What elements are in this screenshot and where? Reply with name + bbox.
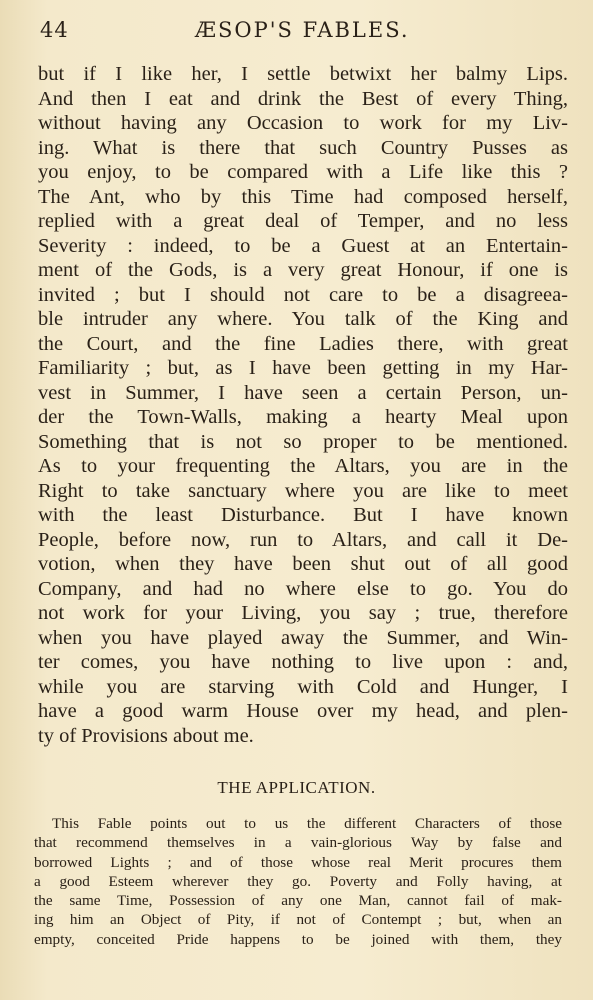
application-line: a good Esteem wherever they go. Poverty and Folly having, at [34, 872, 562, 890]
text-line: People, before now, run to Altars, and call it De- [38, 528, 568, 551]
text-line: As to your frequenting the Altars, you are in the [38, 455, 568, 477]
application-line: borrowed Lights ; and of those whose real Merit procures them [34, 853, 562, 871]
text-line: The Ant, who by this Time had composed herself, [38, 185, 568, 208]
text-line: you enjoy, to be compared with a Life like this ? [38, 161, 568, 183]
text-line: replied with a great deal of Temper, and no less [38, 210, 568, 232]
text-line: Company, and had no where else to go. You do [38, 577, 568, 600]
text-line: without having any Occasion to work for my Liv- [38, 112, 568, 134]
application-line: This Fable points out to us the different Characters of those [52, 815, 562, 832]
text-line: der the Town-Walls, making a hearty Meal upon [38, 406, 568, 428]
text-line: ment of the Gods, is a very great Honour, if one is [38, 259, 568, 281]
page-header [40, 18, 573, 48]
page-number: 44 [40, 18, 69, 42]
text-line: Familiarity ; but, as I have been getting in my Har- [38, 357, 568, 379]
text-line: ty of Provisions about me. [38, 724, 254, 747]
text-line: And then I eat and drink the Best of every Thing, [38, 87, 568, 110]
application-text [34, 814, 562, 949]
text-line: Right to take sanctuary where you are like to meet [38, 479, 568, 502]
text-line: votion, when they have been shut out of all good [38, 553, 568, 575]
text-line: the Court, and the fine Ladies there, with great [38, 332, 568, 355]
fable-body-text [38, 62, 568, 748]
text-line: when you have played away the Summer, and Win- [38, 626, 568, 649]
text-line: with the least Disturbance. But I have known [38, 504, 568, 526]
text-line: have a good warm House over my head, and plen- [38, 700, 568, 722]
text-line: while you are starving with Cold and Hunger, I [38, 675, 568, 698]
text-line: invited ; but I should not care to be a disagreea- [38, 283, 568, 306]
text-line: ing. What is there that such Country Pusses as [38, 136, 568, 159]
text-line: Something that is not so proper to be mentioned. [38, 430, 568, 453]
application-line: the same Time, Possession of any one Man, cannot fail of mak- [34, 892, 562, 910]
running-head: ÆSOP'S FABLES. [195, 18, 410, 42]
text-line: Severity : indeed, to be a Guest at an Entertain- [38, 234, 568, 257]
text-line: ble intruder any where. You talk of the King and [38, 308, 568, 330]
text-line: but if I like her, I settle betwixt her balmy Lips. [38, 63, 568, 85]
text-line: ter comes, you have nothing to live upon : and, [38, 651, 568, 673]
application-line: ing him an Object of Pity, if not of Contempt ; but, when an [34, 911, 562, 929]
application-line: that recommend themselves in a vain-glorious Way by false and [34, 834, 562, 852]
text-line: vest in Summer, I have seen a certain Person, un- [38, 381, 568, 404]
text-line: not work for your Living, you say ; true, therefore [38, 602, 568, 624]
application-line: empty, conceited Pride happens to be joined with them, they [34, 930, 562, 948]
application-heading: THE APPLICATION. [217, 778, 376, 797]
